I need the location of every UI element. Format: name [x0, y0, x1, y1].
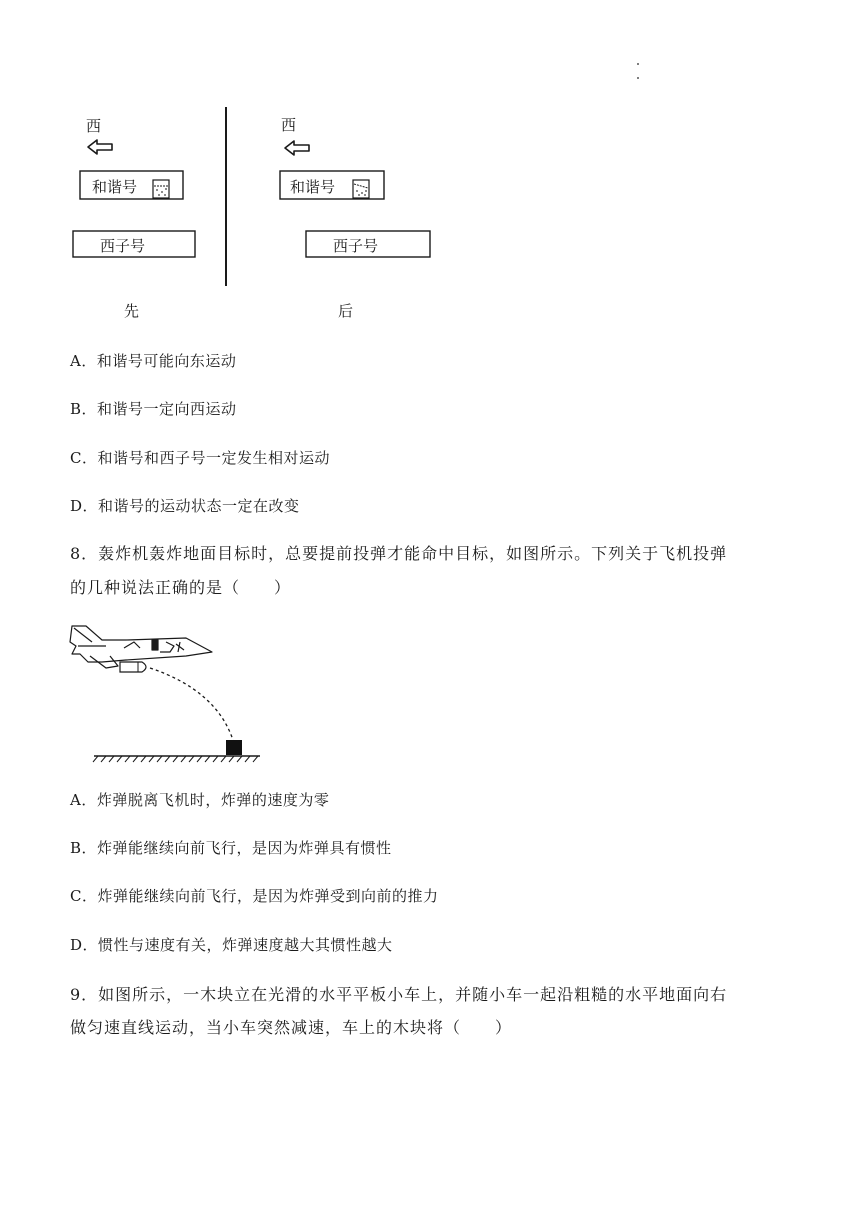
q8-option-a: A．炸弹脱离飞机时，炸弹的速度为零	[70, 791, 330, 809]
train-xizi-label-left: 西子号	[100, 237, 146, 255]
bomber-figure	[66, 620, 266, 770]
bomb-icon	[120, 662, 146, 672]
west-arrow-icon-right	[285, 141, 309, 155]
q7-option-d: D．和谐号的运动状态一定在改变	[70, 497, 300, 515]
page-mark	[636, 60, 640, 82]
q9-stem-line1: 9．如图所示，一木块立在光滑的水平平板小车上，并随小车一起沿粗糙的水平地面向右	[70, 985, 728, 1004]
ground-target	[226, 740, 242, 755]
west-arrow-icon	[88, 140, 112, 154]
q8-option-b: B．炸弹能继续向前飞行，是因为炸弹具有惯性	[70, 839, 392, 857]
train-relative-motion-figure	[60, 100, 480, 330]
ground-hatching	[93, 756, 258, 762]
train-xizi-label-right: 西子号	[333, 237, 379, 255]
train-hexie-label-left: 和谐号	[92, 178, 138, 196]
q7-option-c: C．和谐号和西子号一定发生相对运动	[70, 449, 330, 467]
water-cup-tilted-icon	[353, 180, 369, 198]
west-label-right: 西	[281, 116, 297, 134]
q8-option-c: C．炸弹能继续向前飞行，是因为炸弹受到向前的推力	[70, 887, 439, 905]
q8-stem-line2: 的几种说法正确的是（ ）	[70, 578, 292, 597]
west-label-left: 西	[86, 117, 102, 135]
q7-option-a: A．和谐号可能向东运动	[70, 352, 237, 370]
bomb-trajectory	[150, 668, 233, 740]
train-hexie-label-right: 和谐号	[290, 178, 336, 196]
before-label: 先	[124, 302, 140, 320]
q7-option-b: B．和谐号一定向西运动	[70, 400, 237, 418]
q9-stem-line2: 做匀速直线运动，当小车突然减速，车上的木块将（ ）	[70, 1018, 513, 1037]
q8-option-d: D．惯性与速度有关，炸弹速度越大其惯性越大	[70, 936, 393, 954]
after-label: 后	[338, 302, 354, 320]
q8-stem-line1: 8．轰炸机轰炸地面目标时，总要提前投弹才能命中目标，如图所示。下列关于飞机投弹	[70, 544, 728, 563]
